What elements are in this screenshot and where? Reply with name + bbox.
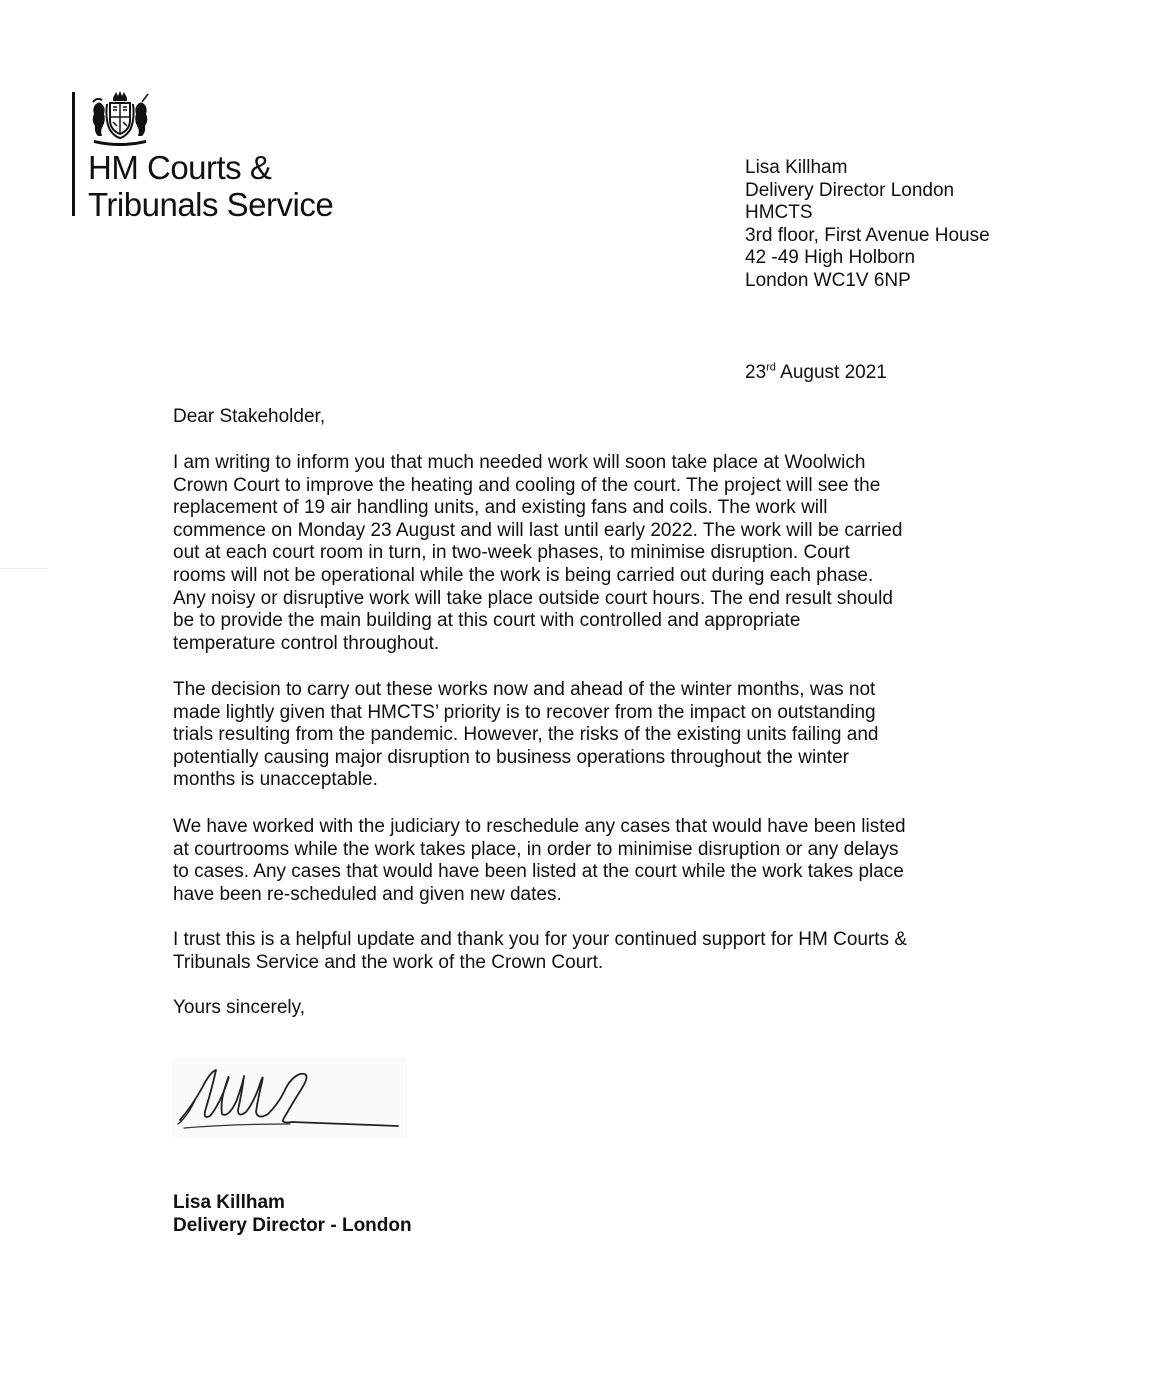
text-line: commence on Monday 23 August and will last until early 2022. The work will be carried [173,519,903,541]
text-line: be to provide the main building at this court with controlled and appropriate [173,610,801,632]
sender-address-line: London WC1V 6NP [745,269,911,291]
text-line: potentially causing major disruption to business operations throughout the winter [173,746,849,768]
paragraph-3 [173,816,953,906]
sender-name: Lisa Killham [745,157,848,178]
date-month-year: August 2021 [775,362,887,383]
date-day: 23 [745,362,767,383]
text-line: at courtrooms while the work takes place, in order to minimise disruption or any delays [173,838,899,860]
scan-edge-mark [0,568,48,569]
paragraph-2 [173,679,953,792]
logo-text-line2: Tribunals Service [88,186,334,223]
paragraph-4 [173,929,953,974]
text-line: I am writing to inform you that much needed work will soon take place at Woolwich [173,452,866,473]
salutation: Dear Stakeholder, [173,406,326,427]
text-line: Tribunals Service and the work of the Crown Court. [173,951,604,973]
handwritten-signature [172,1058,407,1138]
text-line: We have worked with the judiciary to reschedule any cases that would have been listed [173,816,906,837]
closing: Yours sincerely, [173,997,306,1018]
text-line: temperature control throughout. [173,632,440,654]
signoff-block [173,1191,412,1237]
text-line: I trust this is a helpful update and thank you for your continued support for HM Courts & [173,929,908,950]
logo-text-line1: HM Courts & [88,149,272,186]
logo-vertical-rule [72,92,75,216]
sender-address-line: 3rd floor, First Avenue House [745,224,990,246]
text-line: The decision to carry out these works now and ahead of the winter months, was not [173,679,876,700]
text-line: Any noisy or disruptive work will take place outside court hours. The end result should [173,587,893,609]
text-line: have been re-scheduled and given new dates. [173,883,562,905]
text-line: out at each court room in turn, in two-week phases, to minimise disruption. Court [173,542,850,564]
signoff-name: Lisa Killham [173,1192,285,1213]
text-line: made lightly given that HMCTS’ priority is to recover from the impact on outstanding [173,701,876,723]
text-line: rooms will not be operational while the work is being carried out during each phase. [173,564,874,586]
text-line: replacement of 19 air handling units, and existing fans and coils. The work will [173,497,828,519]
text-line: Crown Court to improve the heating and cooling of the court. The project will see the [173,474,881,496]
text-line: months is unacceptable. [173,769,378,791]
sender-address-line: 42 -49 High Holborn [745,247,916,269]
hmcts-logo [72,90,362,223]
letter-date [745,361,887,385]
paragraph-1 [173,452,953,655]
signoff-title: Delivery Director - London [173,1215,412,1236]
date-ordinal-suffix: rd [766,361,776,374]
text-line: to cases. Any cases that would have been listed at the court while the work takes place [173,861,904,883]
royal-coat-of-arms-icon [88,90,152,146]
text-line: trials resulting from the pandemic. However, the risks of the existing units failing and [173,724,879,746]
sender-title: Delivery Director London [745,179,955,201]
sender-address-block [745,157,990,293]
sender-org: HMCTS [745,202,813,224]
